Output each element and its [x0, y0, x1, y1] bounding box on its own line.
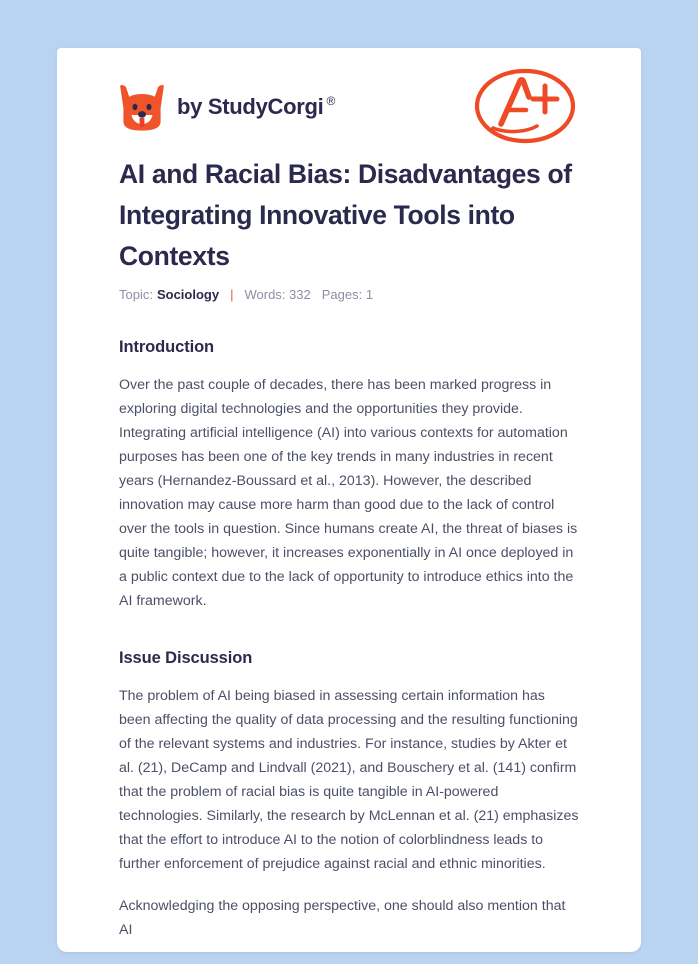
- studycorgi-brand[interactable]: [119, 82, 335, 132]
- paragraph: Over the past couple of decades, there has been marked progress in exploring digital technologies and the opportunities they provide. Integrating artificial intelligence (AI) into various contexts for automation purposes has been one of the key trends in many industries in recent years (Hernandez-Boussard et al., 2013). However, the described innovation may cause more harm than good due to the lack of control over the tools in question. Since humans create AI, the threat of biases is quite tangible; however, it increases exponentially in AI once deployed in a public context due to the lack of opportunity to introduce ethics into the AI framework.: [119, 377, 578, 609]
- paragraph: The problem of AI being biased in assessing certain information has been affecting the quality of data processing and the resulting functioning of the relevant systems and industries. For instance, studies by Akter et al. (21), DeCamp and Lindvall (2021), and Bouschery et al. (141) confirm that the problem of racial bias is quite tangible in AI-powered technologies. Similarly, the research by McLennan et al. (21) emphasizes that the effort to introduce AI to the notion of colorblindness leads to further enforcement of prejudice against racial and ethnic minorities.: [119, 688, 579, 872]
- registered-trademark-icon: ®: [326, 94, 335, 108]
- meta-separator: |: [230, 287, 234, 302]
- section-heading-issue-discussion: Issue Discussion: [119, 649, 253, 667]
- document-page: [57, 48, 641, 952]
- page-title: AI and Racial Bias: Disadvantages of Integrating Innovative Tools into Contexts: [119, 159, 572, 271]
- corgi-face-icon: [119, 82, 165, 132]
- paragraph: Acknowledging the opposing perspective, one should also mention that AI: [119, 898, 566, 938]
- topic-label: Topic:: [119, 287, 153, 302]
- brand-name-text: by StudyCorgi: [177, 94, 324, 119]
- document-header: [119, 48, 579, 140]
- topic-value-link[interactable]: Sociology: [156, 287, 220, 302]
- section-heading-introduction: Introduction: [119, 338, 215, 356]
- brand-name: [177, 96, 335, 118]
- word-count: Words: 332: [244, 287, 311, 302]
- document-meta: [119, 288, 579, 301]
- a-plus-grade-icon: [471, 64, 579, 150]
- page-count: Pages: 1: [321, 287, 374, 302]
